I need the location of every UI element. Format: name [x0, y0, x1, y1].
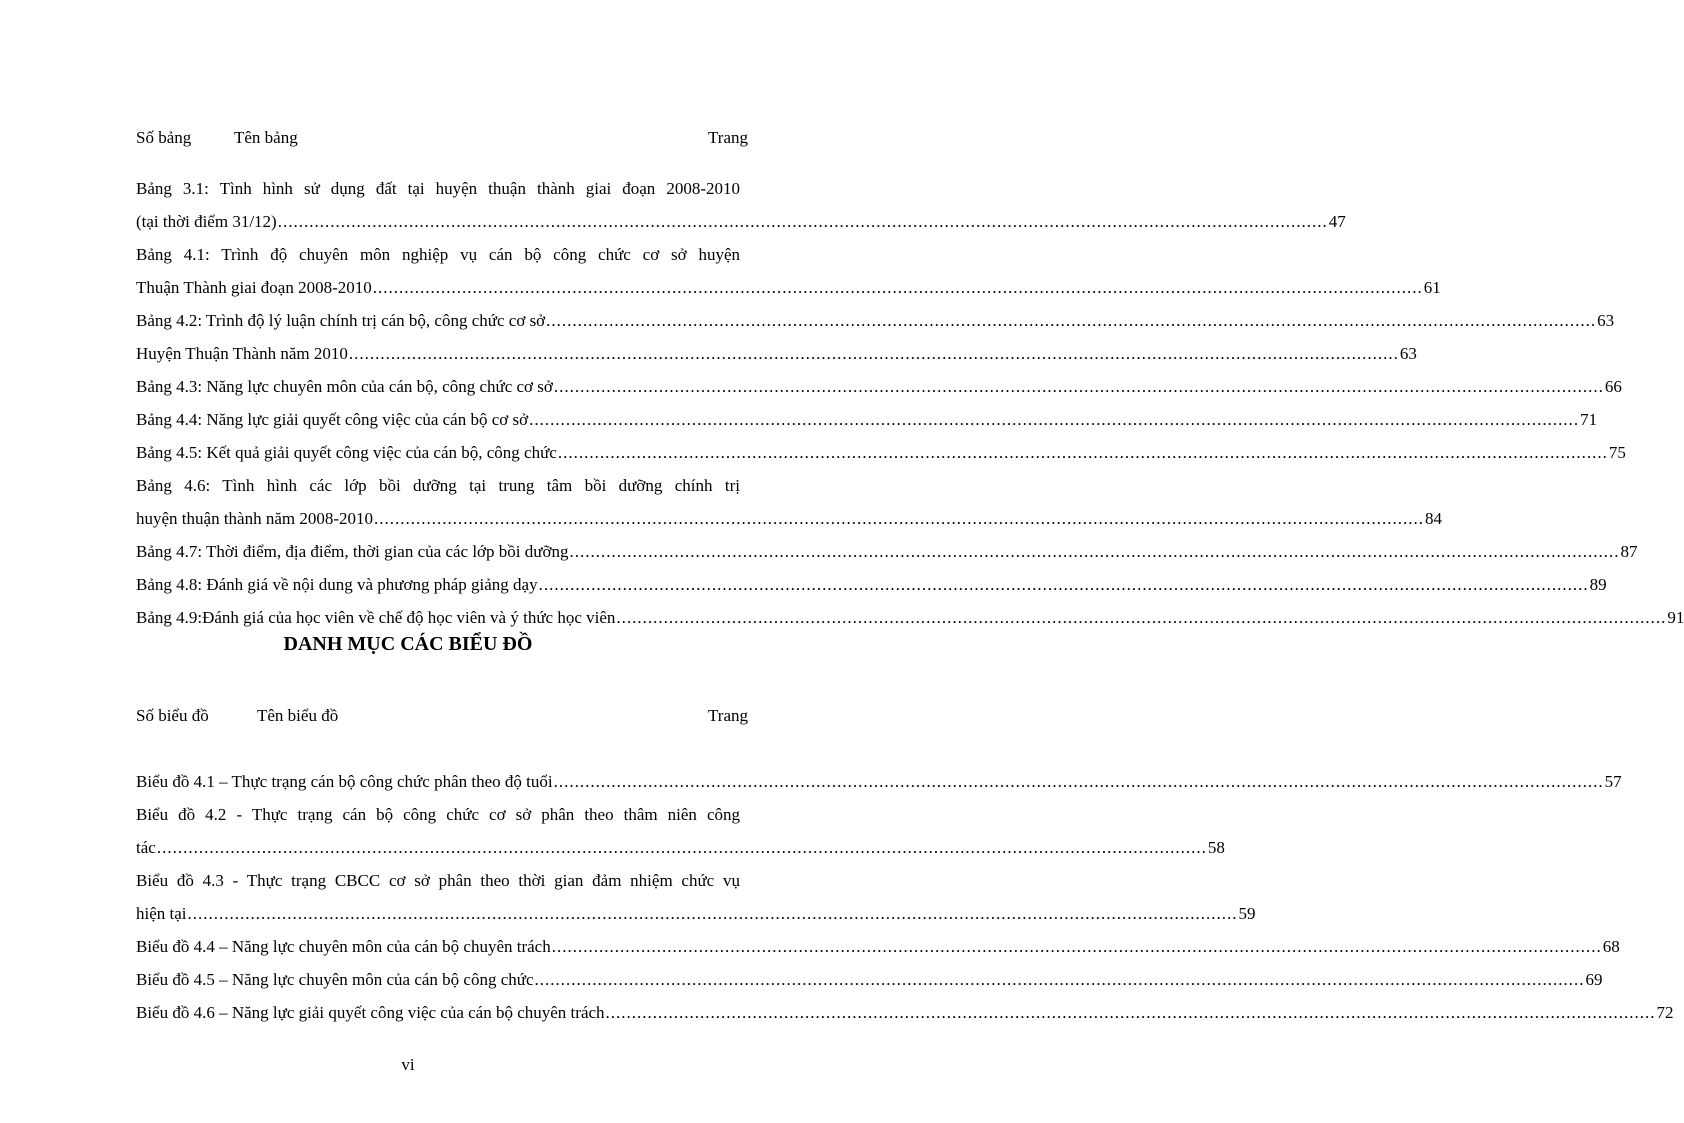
toc-entry-title: Bảng 4.8: Đánh giá về nội dung và phương pháp giảng dạy: [136, 575, 538, 594]
toc-entry-page: 63: [1399, 344, 1417, 363]
toc-entry-title: tác: [136, 838, 156, 857]
toc-entry-page: 71: [1580, 410, 1598, 429]
toc-entry-page: 68: [1602, 937, 1620, 956]
toc-entry: Bảng 3.1: Tình hình sử dụng đất tại huyện thuận thành giai đoạn 2008-2010: [136, 179, 740, 198]
toc-entry-title: (tại thời điểm 31/12): [136, 212, 277, 231]
dot-leader: ........................................................................................................................................................................................................: [553, 377, 1604, 396]
toc-entry-page: 69: [1585, 970, 1603, 989]
tables-list: [136, 172, 1684, 634]
toc-entry-page: 91: [1667, 608, 1684, 627]
toc-entry-page: 59: [1238, 904, 1256, 923]
toc-entry: [136, 601, 1684, 634]
dot-leader: ........................................................................................................................................................................................................: [569, 542, 1620, 561]
toc-entry: [136, 271, 1441, 304]
table-page-label: Trang: [708, 128, 748, 147]
dot-leader: ........................................................................................................................................................................................................: [348, 344, 1399, 363]
table-name-label: Tên bảng: [234, 128, 298, 147]
toc-entry-title: Bảng 4.4: Năng lực giải quyết công việc của cán bộ cơ sở: [136, 410, 529, 429]
toc-entry: [136, 831, 1225, 864]
toc-entry: [136, 963, 1603, 996]
toc-entry-page: 47: [1328, 212, 1346, 231]
chart-page-label: Trang: [708, 706, 748, 725]
toc-entry-title: hiện tại: [136, 904, 187, 923]
toc-entry-title: Bảng 4.5: Kết quả giải quyết công việc của cán bộ, công chức: [136, 443, 557, 462]
dot-leader: ........................................................................................................................................................................................................: [372, 278, 1423, 297]
toc-entry-page: 84: [1425, 509, 1443, 528]
dot-leader: ........................................................................................................................................................................................................: [616, 608, 1667, 627]
toc-entry: [136, 403, 1598, 436]
toc-entry: [136, 930, 1620, 963]
toc-entry: Biểu đồ 4.2 - Thực trạng cán bộ công chức cơ sở phân theo thâm niên công: [136, 805, 740, 824]
toc-entry-title: Biểu đồ 4.4 – Năng lực chuyên môn của cán bộ chuyên trách: [136, 937, 551, 956]
dot-leader: ........................................................................................................................................................................................................: [534, 970, 1585, 989]
toc-entry-page: 89: [1589, 575, 1607, 594]
dot-leader: ........................................................................................................................................................................................................: [551, 937, 1602, 956]
toc-entry: [136, 996, 1674, 1029]
toc-entry: Bảng 4.1: Trình độ chuyên môn nghiệp vụ cán bộ công chức cơ sở huyện: [136, 245, 740, 264]
toc-entry-title: Thuận Thành giai đoạn 2008-2010: [136, 278, 372, 297]
toc-entry-title: Biểu đồ 4.6 – Năng lực giải quyết công việc của cán bộ chuyên trách: [136, 1003, 605, 1022]
toc-entry: Biểu đồ 4.3 - Thực trạng CBCC cơ sở phân theo thời gian đảm nhiệm chức vụ: [136, 871, 740, 890]
toc-entry: [136, 205, 1346, 238]
toc-entry-title: huyện thuận thành năm 2008-2010: [136, 509, 374, 528]
table-number-label: Số bảng: [136, 128, 192, 147]
toc-entry-title: Bảng 4.3: Năng lực chuyên môn của cán bộ, công chức cơ sở: [136, 377, 553, 396]
toc-entry-page: 87: [1620, 542, 1638, 561]
chart-name-label: Tên biểu đồ: [257, 706, 339, 725]
dot-leader: ........................................................................................................................................................................................................: [277, 212, 1328, 231]
toc-entry-page: 66: [1604, 377, 1622, 396]
toc-entry-title: Biểu đồ 4.1 – Thực trạng cán bộ công chức phân theo độ tuổi: [136, 772, 553, 791]
toc-entry: [136, 337, 1417, 370]
toc-entry-title: Bảng 4.7: Thời điểm, địa điểm, thời gian của các lớp bồi dưỡng: [136, 542, 569, 561]
dot-leader: ........................................................................................................................................................................................................: [538, 575, 1589, 594]
toc-entry-page: 58: [1207, 838, 1225, 857]
charts-section-title: DANH MỤC CÁC BIỂU ĐỒ: [283, 633, 533, 655]
dot-leader: ........................................................................................................................................................................................................: [605, 1003, 1656, 1022]
toc-entry: Bảng 4.6: Tình hình các lớp bồi dưỡng tại trung tâm bồi dưỡng chính trị: [136, 476, 740, 495]
toc-entry-page: 72: [1656, 1003, 1674, 1022]
toc-entry-title: Biểu đồ 4.5 – Năng lực chuyên môn của cán bộ công chức: [136, 970, 534, 989]
page-number: vi: [401, 1055, 415, 1074]
chart-number-label: Số biểu đồ: [136, 706, 209, 725]
toc-entry-page: 63: [1597, 311, 1615, 330]
toc-entry: [136, 436, 1626, 469]
toc-entry-title: Bảng 4.2: Trình độ lý luận chính trị cán bộ, công chức cơ sở: [136, 311, 546, 330]
dot-leader: ........................................................................................................................................................................................................: [156, 838, 1207, 857]
dot-leader: ........................................................................................................................................................................................................: [546, 311, 1597, 330]
dot-leader: ........................................................................................................................................................................................................: [374, 509, 1425, 528]
dot-leader: ........................................................................................................................................................................................................: [187, 904, 1238, 923]
toc-entry: [136, 568, 1607, 601]
toc-entry: [136, 502, 1443, 535]
toc-entry: [136, 304, 1615, 337]
dot-leader: ........................................................................................................................................................................................................: [557, 443, 1608, 462]
toc-entry-page: 75: [1608, 443, 1626, 462]
dot-leader: ........................................................................................................................................................................................................: [529, 410, 1580, 429]
toc-entry-page: 57: [1604, 772, 1622, 791]
toc-entry-title: Bảng 4.9:Đánh giá của học viên về chế độ học viên và ý thức học viên: [136, 608, 616, 627]
toc-entry: [136, 897, 1256, 930]
toc-entry: [136, 370, 1622, 403]
toc-entry-title: Huyện Thuận Thành năm 2010: [136, 344, 348, 363]
toc-entry: [136, 535, 1638, 568]
toc-entry: [136, 765, 1622, 798]
dot-leader: ........................................................................................................................................................................................................: [553, 772, 1604, 791]
charts-list: [136, 765, 1674, 1029]
toc-entry-page: 61: [1423, 278, 1441, 297]
